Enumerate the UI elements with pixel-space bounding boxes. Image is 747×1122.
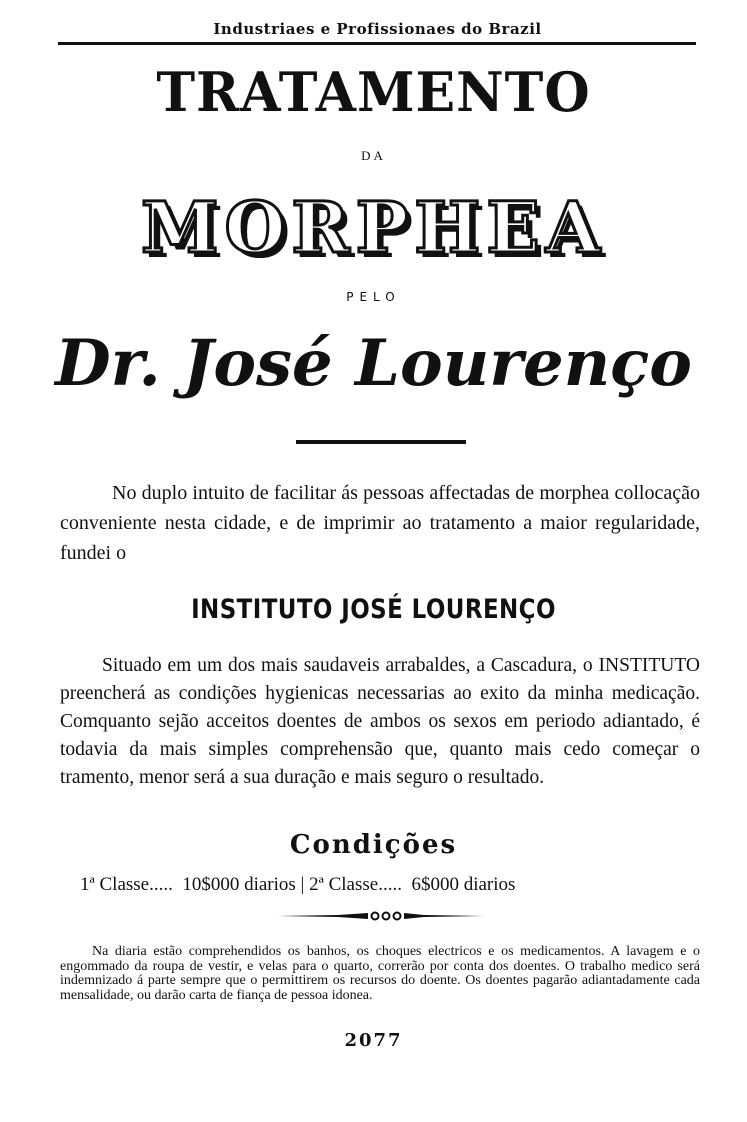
page-number: 2077	[344, 1030, 403, 1051]
title-morphea: MORPHEA	[140, 186, 607, 269]
header-rule	[58, 42, 696, 45]
location-paragraph: Situado em um dos mais saudaveis arrabaldes, a Cascadura, o INSTITUTO preencherá as condições hygienicas necessarias ao exito da minha medicação. Comquanto sejão acceitos doentes de ambos os sexos em periodo adiantado, é todavia da mais simples comprehensão que, quanto mais cedo começar o tramento, menor será a sua duração e mais seguro o resultado.	[60, 655, 700, 788]
fine-print: Na diaria estão comprehendidos os banhos, os choques electricos e os medicamentos. A lavagem e o engommado da roupa de vestir, e velas para o quarto, correrão por conta dos doentes. O trabalho medico será indemnizado á parte sempre que o permittirem os recursos do doente. Os doentes pagarão adiantadamente cada mensalidade, ou darão carta de fiança de pessoa idonea.	[60, 944, 700, 1003]
title-rule	[296, 440, 466, 444]
intro-paragraph: No duplo intuito de facilitar ás pessoas affectadas de morphea collocação conveniente nesta cidade, e de imprimir ao tratamento a maior regularidade, fundei o	[60, 482, 700, 564]
class-prices: 1ª Classe..... 10$000 diarios | 2ª Classe..... 6$000 diarios	[80, 874, 516, 895]
institute-heading: INSTITUTO JOSÉ LOURENÇO	[191, 594, 556, 625]
title-tratamento: TRATAMENTO	[156, 60, 591, 125]
title-da: DA	[361, 148, 386, 163]
running-header: Industriaes e Profissionaes do Brazil	[213, 20, 542, 38]
ornament-divider	[278, 910, 484, 922]
conditions-heading: Condições	[289, 830, 458, 860]
doctor-name: Dr. José Lourenço	[55, 326, 692, 401]
title-pelo: PELO	[346, 290, 401, 304]
